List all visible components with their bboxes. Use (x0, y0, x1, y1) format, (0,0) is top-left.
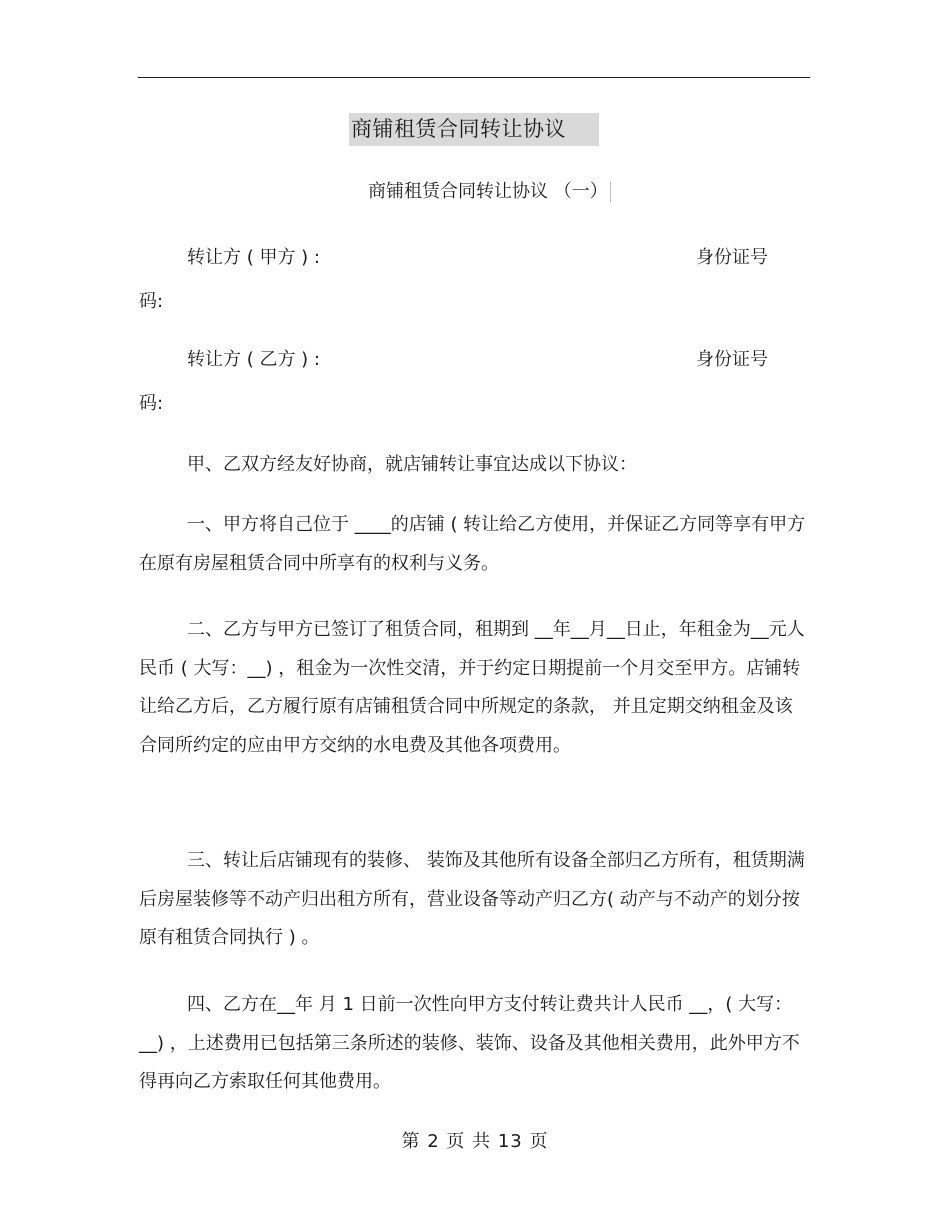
document-subtitle (368, 178, 611, 206)
party-a-id-label: 身份证号 (696, 247, 768, 268)
clause-2-text: 二、乙方与甲方已签订了租赁合同，租期到 __年__月__日止，年租金为__元人民币 ( 大写：__) ，租金为一次性交清，并于约定日期提前一个月交至甲方。店铺转让给乙方后，乙方履行原有店铺租赁合同中所规定的条款， 并且定期交纳租金及该合同所约定的应由甲方交纳的水电费及其他各项费用。 (139, 619, 805, 756)
header-rule (138, 77, 810, 78)
clause-4 (139, 986, 809, 1102)
subtitle-text: 商铺租赁合同转让协议 （一） (368, 181, 608, 202)
document-title: 商铺租赁合同转让协议 (349, 113, 599, 146)
party-b-label: 转让方 ( 乙方 ) : (187, 349, 320, 370)
party-b-id-cont: 码: (139, 393, 164, 414)
clause-3-text: 三、转让后店铺现有的装修、 装饰及其他所有设备全部归乙方所有，租赁期满后房屋装修等不动产归出租方所有，营业设备等动产归乙方( 动产与不动产的划分按原有租赁合同执行 ) 。 (139, 850, 805, 948)
cursor-bar (610, 181, 611, 203)
page-number-footer: 第 2 页 共 13 页 (401, 1131, 549, 1152)
clause-1-text: 一、甲方将自己位于 ____的店铺 ( 转让给乙方使用，并保证乙方同等享有甲方在原有房屋租赁合同中所享有的权利与义务。 (139, 514, 806, 574)
clause-4-text: 四、乙方在__年 月 1 日前一次性向甲方支付转让费共计人民币 __，( 大写：__) ，上述费用已包括第三条所述的装修、装饰、设备及其他相关费用，此外甲方不得再向乙方索取任何其他费用。 (139, 994, 800, 1092)
party-a-label: 转让方 ( 甲方 ) : (187, 247, 320, 268)
clause-2 (139, 611, 809, 765)
clause-3 (139, 842, 809, 958)
clause-1 (139, 506, 809, 583)
party-b-id-label: 身份证号 (696, 349, 768, 370)
party-a-id-cont: 码: (139, 291, 164, 312)
intro-paragraph (139, 446, 809, 485)
intro-text: 甲、乙双方经友好协商，就店铺转让事宜达成以下协议： (187, 454, 637, 475)
